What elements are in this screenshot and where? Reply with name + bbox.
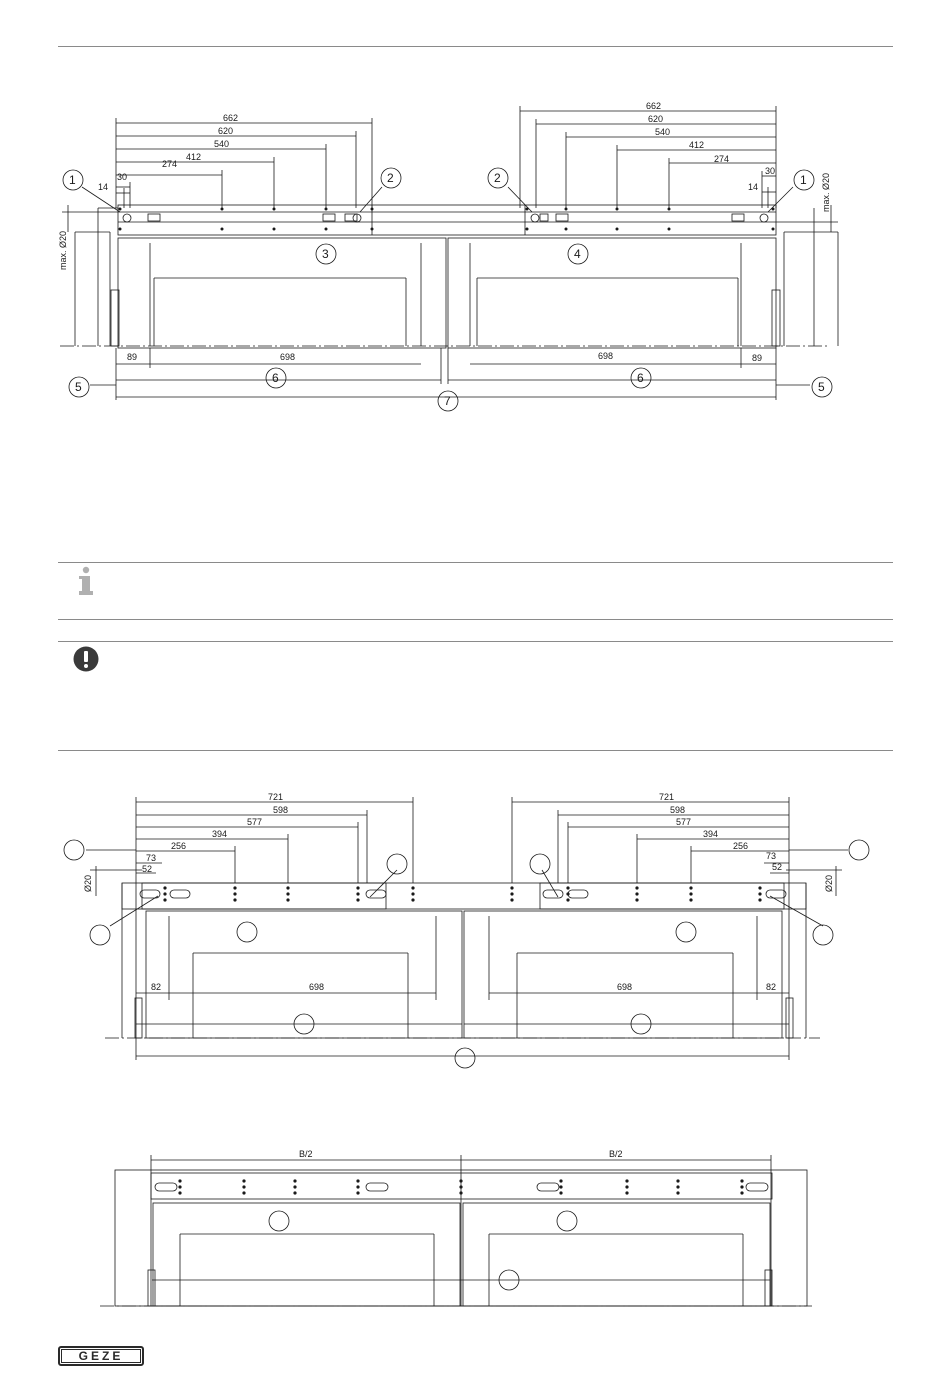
dim-label: 256 bbox=[171, 841, 187, 851]
dim-label: 274 bbox=[714, 154, 730, 164]
callout-number: 2 bbox=[494, 171, 501, 185]
dim-label: 698 bbox=[598, 351, 614, 361]
dim-label: 540 bbox=[655, 127, 671, 137]
dim-label: 412 bbox=[186, 152, 202, 162]
dim-label: B/2 bbox=[609, 1149, 623, 1159]
dim-label: 82 bbox=[766, 982, 777, 992]
dim-label: B/2 bbox=[299, 1149, 313, 1159]
dim-label: 394 bbox=[703, 829, 719, 839]
dim-label: 30 bbox=[117, 172, 128, 182]
dim-label: 256 bbox=[733, 841, 749, 851]
callout-number: 7 bbox=[444, 394, 451, 408]
dim-label: 698 bbox=[280, 352, 296, 362]
callout-number: 4 bbox=[574, 247, 581, 261]
callout-number: 5 bbox=[818, 380, 825, 394]
max-diameter-label: max. Ø20 bbox=[58, 230, 68, 270]
dim-label: 82 bbox=[151, 982, 162, 992]
dim-label: 620 bbox=[218, 126, 234, 136]
callout-number: 6 bbox=[637, 371, 644, 385]
dim-label: 721 bbox=[659, 792, 675, 802]
dim-label: 598 bbox=[273, 805, 289, 815]
callout-number: 2 bbox=[387, 171, 394, 185]
dim-label: 540 bbox=[214, 139, 230, 149]
dim-label: 73 bbox=[146, 853, 157, 863]
dim-label: 598 bbox=[670, 805, 686, 815]
callout-number: 5 bbox=[75, 380, 82, 394]
dim-label: 662 bbox=[223, 113, 239, 123]
dim-label: 14 bbox=[748, 182, 759, 192]
dim-label: 698 bbox=[309, 982, 325, 992]
dim-label: 620 bbox=[648, 114, 664, 124]
callout-number: 3 bbox=[322, 247, 329, 261]
dim-label: 52 bbox=[772, 862, 783, 872]
dim-label: 52 bbox=[142, 864, 153, 874]
logo-text: GEZE bbox=[61, 1349, 141, 1363]
dim-label: 394 bbox=[212, 829, 228, 839]
dim-label: 73 bbox=[766, 851, 777, 861]
geze-logo bbox=[58, 1346, 144, 1366]
dim-label: 412 bbox=[689, 140, 705, 150]
dim-label: 721 bbox=[268, 792, 284, 802]
dim-label: 698 bbox=[617, 982, 633, 992]
dim-label: 30 bbox=[765, 166, 776, 176]
dim-label: 577 bbox=[676, 817, 692, 827]
max-diameter-label: max. Ø20 bbox=[821, 172, 831, 212]
callout-number: 6 bbox=[272, 371, 279, 385]
dim-label: 577 bbox=[247, 817, 263, 827]
callout-number: 1 bbox=[800, 173, 807, 187]
dim-label: 89 bbox=[127, 352, 138, 362]
diameter-label: Ø20 bbox=[83, 874, 93, 892]
callout-number: 1 bbox=[69, 173, 76, 187]
dim-label: 89 bbox=[752, 353, 763, 363]
dim-label: 662 bbox=[646, 101, 662, 111]
dim-label: 274 bbox=[162, 159, 178, 169]
diameter-label: Ø20 bbox=[824, 874, 834, 892]
dim-label: 14 bbox=[98, 182, 109, 192]
